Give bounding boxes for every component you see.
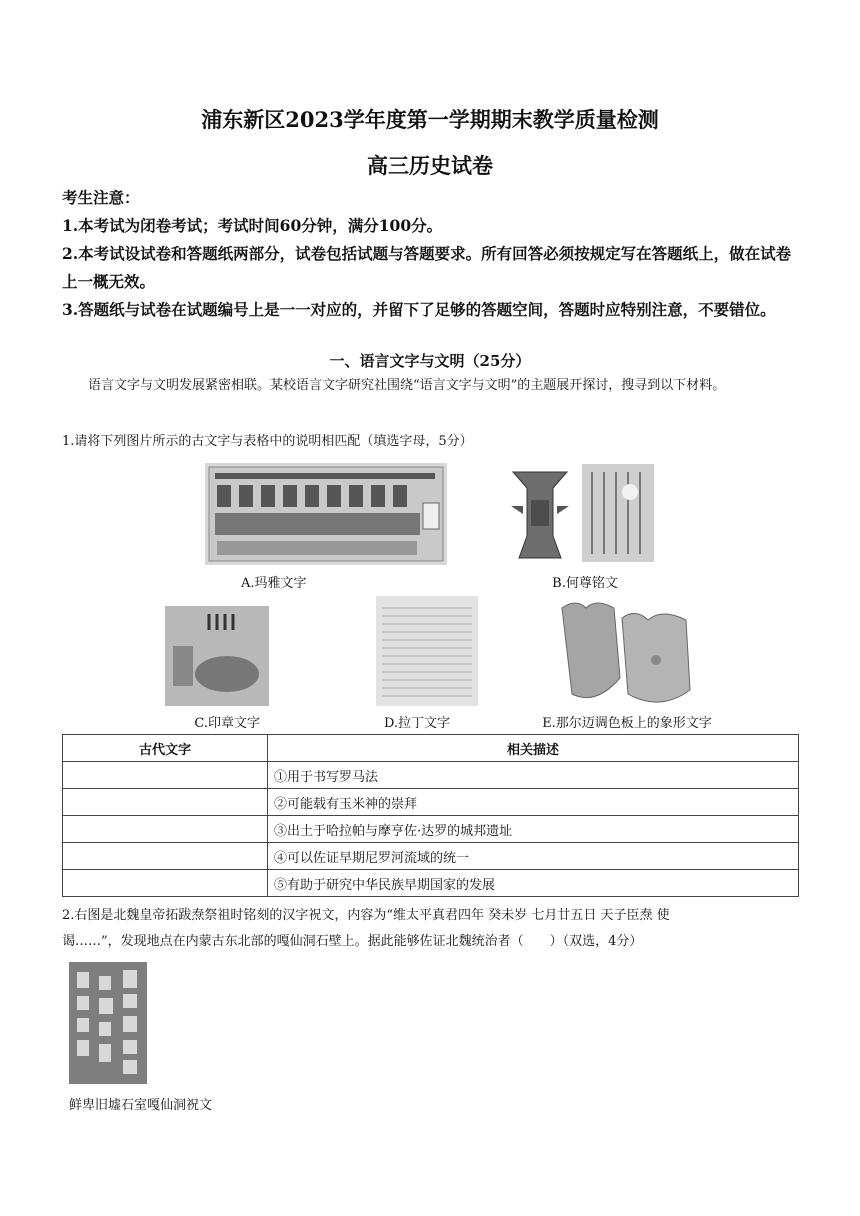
description-cell: ②可能载有玉米神的崇拜 (268, 789, 799, 816)
caption-b: B.何尊铭文 (552, 576, 618, 591)
caption-e: E.那尔迈调色板上的象形文字 (542, 716, 712, 731)
question-1-stem: 1.请将下列图片所示的古文字与表格中的说明相匹配（填选字母，5分） (62, 434, 473, 449)
exam-subtitle: 高三历史试卷 (367, 153, 493, 178)
description-cell: ④可以佐证早期尼罗河流域的统一 (268, 843, 799, 870)
he-zun-inscription-image (582, 464, 654, 562)
notice-block (62, 184, 802, 324)
description-cell: ①用于书写罗马法 (268, 762, 799, 789)
section-intro: 语言文字与文明发展紧密相联。某校语言文字研究社围绕“语言文字与文明”的主题展开探讨，搜寻到以下材料。 (88, 378, 726, 393)
question-2-line-2: 谒……”，发现地点在内蒙古东北部的嘎仙洞石壁上。据此能够佐证北魏统治者（ ）（双选，4分） (62, 934, 643, 949)
maya-script-image (205, 463, 447, 565)
table-row (63, 843, 799, 870)
description-cell: ③出土于哈拉帕与摩亨佐·达罗的城邦遗址 (268, 816, 799, 843)
table-row (63, 762, 799, 789)
section-title: 一、语言文字与文明（25分） (329, 352, 531, 370)
indus-seal-image (165, 606, 269, 706)
description-cell: ⑤有助于研究中华民族早期国家的发展 (268, 870, 799, 897)
caption-d: D.拉丁文字 (383, 716, 451, 731)
notice-item-3: 3.答题纸与试卷在试题编号上是一一对应的，并留下了足够的答题空间，答题时应特别注意，不要错位。 (62, 300, 776, 319)
exam-title: 浦东新区2023学年度第一学期期末教学质量检测 (201, 107, 659, 132)
header-description: 相关描述 (268, 735, 799, 762)
answer-cell[interactable] (63, 843, 268, 870)
question-2-line-1: 2.右图是北魏皇帝拓跋焘祭祖时铭刻的汉字祝文，内容为“维太平真君四年 癸未岁 七月廿五日 天子臣焘 使 (62, 908, 670, 923)
caption-a: A.玛雅文字 (241, 576, 307, 591)
notice-heading: 考生注意： (62, 188, 140, 207)
table-row (63, 870, 799, 897)
he-zun-vessel-image (509, 466, 571, 562)
header-ancient-script: 古代文字 (63, 735, 268, 762)
latin-script-image (376, 596, 478, 706)
table-row (63, 816, 799, 843)
caption-c: C.印章文字 (194, 716, 260, 731)
caption-gaxian: 鲜卑旧墟石室嘎仙洞祝文 (69, 1098, 213, 1113)
notice-item-2: 2.本考试设试卷和答题纸两部分，试卷包括试题与答题要求。所有回答必须按规定写在答题纸上，做在试卷上一概无效。 (62, 244, 792, 291)
notice-item-1: 1.本考试为闭卷考试；考试时间60分钟，满分100分。 (62, 216, 443, 235)
table-row (63, 789, 799, 816)
answer-cell[interactable] (63, 789, 268, 816)
table-header-row (63, 735, 799, 762)
answer-cell[interactable] (63, 762, 268, 789)
answer-cell[interactable] (63, 816, 268, 843)
answer-cell[interactable] (63, 870, 268, 897)
narmer-palette-image (556, 598, 696, 710)
matching-table (62, 734, 799, 897)
gaxian-cave-inscription-image (69, 962, 147, 1084)
